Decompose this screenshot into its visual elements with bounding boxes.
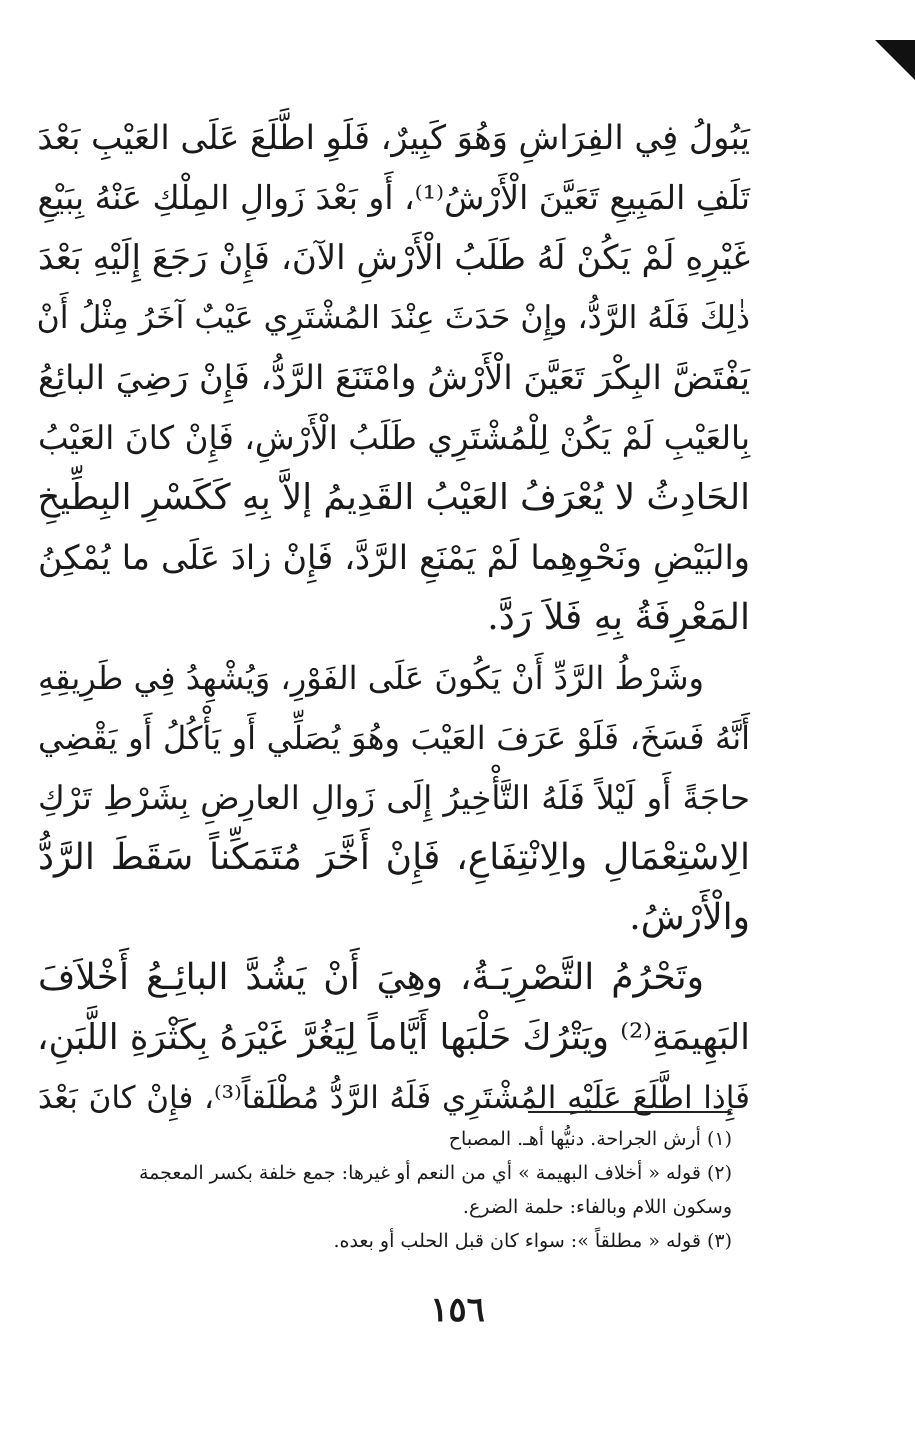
text-line: الِاسْتِعْمَالِ والِانْتِفَاعِ، فَإِنْ أَخَّرَ مُتَمَكِّناً سَقَطَ الرَّدُّ — [38, 837, 750, 878]
text-line: ذٰلِكَ فَلَهُ الرَّدُّ، وإِنْ حَدَثَ عِنْدَ المُشْتَرِي عَيْبٌ آخَرُ مِثْلُ أَنْ — [36, 300, 750, 336]
footnote-divider — [528, 1111, 731, 1113]
footnotes — [12, 1122, 732, 1258]
text-line: يَبُولُ فِي الفِرَاشِ وَهُوَ كَبِيرٌ، فَلَوِ اطَّلَعَ عَلَى العَيْبِ بَعْدَ — [37, 118, 750, 157]
text-line: تَلَفِ المَبِيعِ تَعَيَّنَ الْأَرْشُ⁽¹⁾، أَو بَعْدَ زَوالِ المِلْكِ عَنْهُ بِبَيْعِ — [37, 178, 750, 217]
text-line: حاجَةً أَو لَيْلاً فَلَهُ التَّأْخِيرُ إِلَى زَوالِ العارِضِ بِشَرْطِ تَرْكِ — [38, 779, 750, 817]
text-line: والْأَرْشُ. — [629, 897, 750, 938]
text-line: غَيْرِهِ لَمْ يَكُنْ لَهُ طَلَبُ الْأَرْشِ الآنَ، فَإِنْ رَجَعَ إِلَيْهِ بَعْدَ — [38, 238, 750, 278]
main-text — [38, 108, 750, 1128]
text-line: والبَيْضِ ونَحْوِهِما لَمْ يَمْنَعِ الرَّدَّ، فَإِنْ زادَ عَلَى ما يُمْكِنُ — [38, 538, 750, 577]
text-line: المَعْرِفَةُ بِهِ فَلاَ رَدَّ. — [487, 597, 750, 638]
text-line: وشَرْطُ الرَّدِّ أَنْ يَكُونَ عَلَى الفَوْرِ، وَيُشْهِدُ فِي طَرِيقِهِ — [38, 659, 704, 697]
footnote-1: (١) أرش الجراحة. دنيُّها أهـ. المصباح — [448, 1128, 732, 1150]
text-line: يَفْتَضَّ البِكْرَ تَعَيَّنَ الْأَرْشُ وامْتَنَعَ الرَّدُّ، فَإِنْ رَضِيَ البائِعُ — [38, 358, 750, 397]
text-line: الحَادِثُ لا يُعْرَفُ العَيْبُ القَدِيمُ إلاَّ بِهِ كَكَسْرِ البِطِّيخِ — [37, 477, 750, 518]
footnote-2-continued: وسكون اللام وبالفاء: حلمة الضرع. — [462, 1196, 732, 1218]
text-line: أَنَّهُ فَسَخَ، فَلَوْ عَرَفَ العَيْبَ وهُوَ يُصَلِّي أَو يَأْكُلُ أَو يَقْضِي — [38, 719, 750, 757]
page-corner-mark — [875, 40, 915, 80]
page-number: ١٥٦ — [430, 1290, 485, 1330]
text-line: وتَحْرُمُ التَّصْرِيَـةُ، وهِيَ أَنْ يَشُدَّ البائِـعُ أَخْلاَفَ — [38, 957, 704, 998]
text-line: بِالعَيْبِ لَمْ يَكُنْ لِلْمُشْتَرِي طَلَبُ الْأَرْشِ، فَإِنْ كانَ العَيْبُ — [38, 419, 750, 457]
text-line: البَهِيمَةِ⁽²⁾ ويَتْرُكَ حَلْبَها أَيَّاماً لِيَغُرَّ غَيْرَهُ بِكَثْرَةِ اللَّبَنِ، — [37, 1017, 750, 1058]
text-line: فَإِذا اطَّلَعَ عَلَيْهِ المُشْتَرِي فَلَهُ الرَّدُّ مُطْلَقاً⁽³⁾، فإِنْ كانَ بَعْدَ — [38, 1080, 750, 1116]
footnote-2: (٢) قوله « أخلاف البهيمة » أي من النعم أو غيرها: جمع خلفة بكسر المعجمة — [138, 1162, 732, 1184]
footnote-3: (٣) قوله « مطلقاً »: سواء كان قبل الحلب أو بعده. — [333, 1230, 732, 1252]
